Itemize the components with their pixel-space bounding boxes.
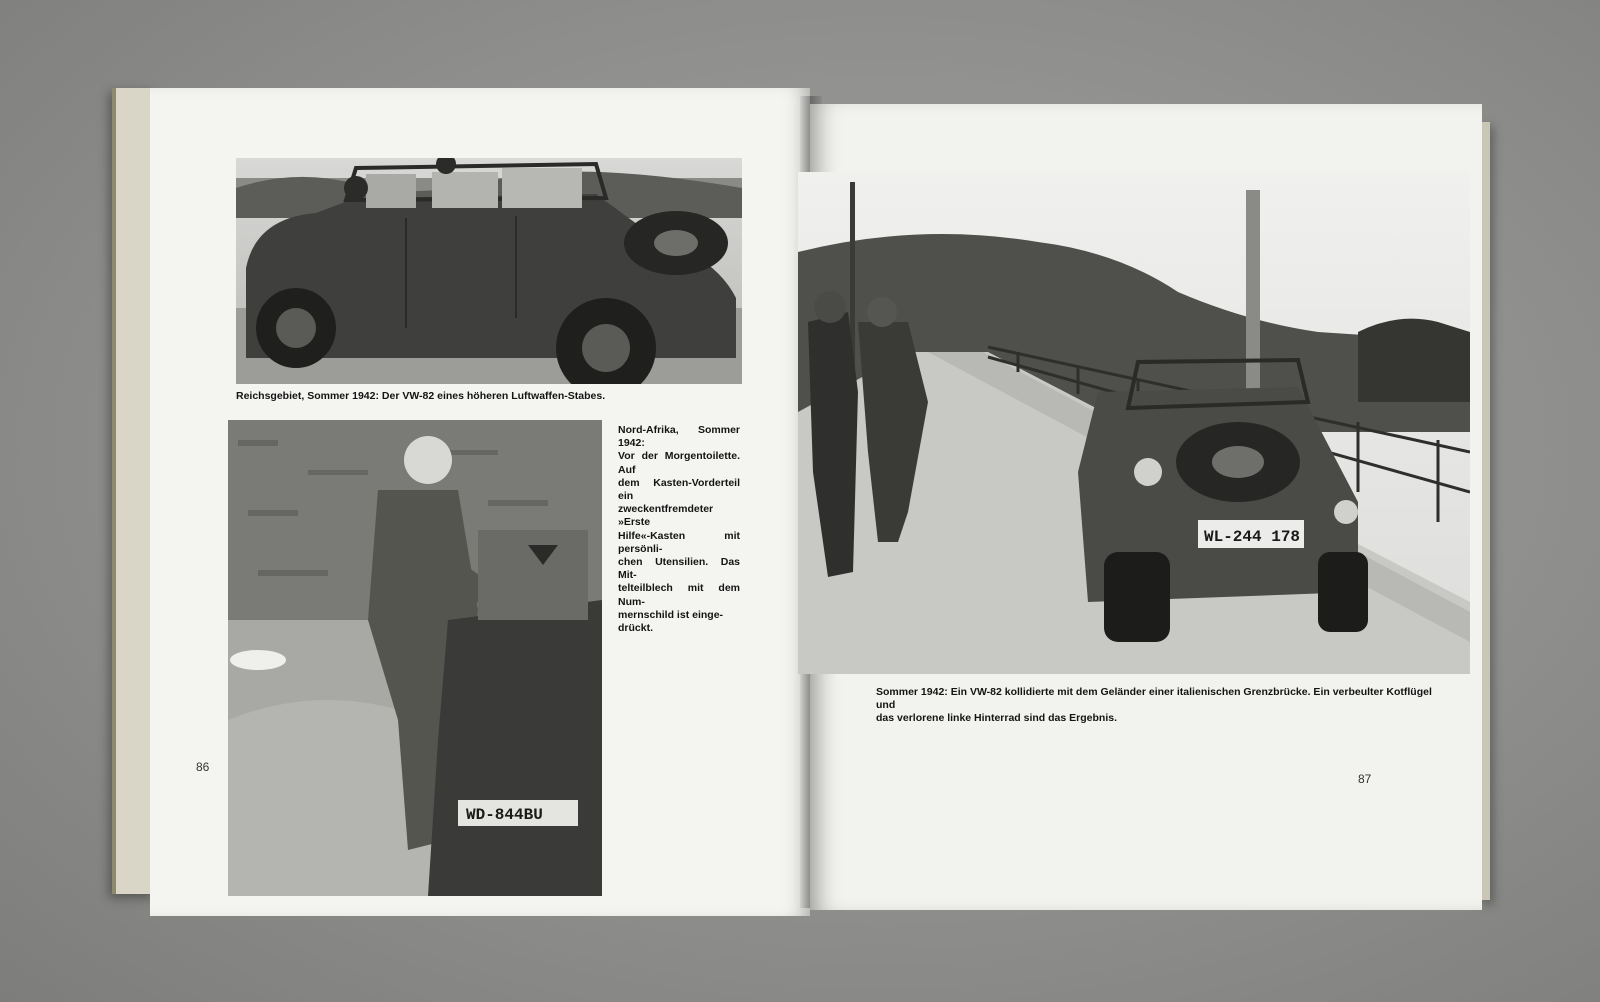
photo-vw82-side-view (236, 158, 742, 384)
right-photo-plate: WL-244 178 (1204, 528, 1301, 546)
right-caption-line-1: Sommer 1942: Ein VW-82 kollidierte mit dem Geländer einer italienischen Grenzbrücke. Ein verbeulter Kotflügel und (876, 686, 1432, 711)
side-caption-line-8: mernschild ist einge- (618, 608, 724, 621)
right-photo-caption (876, 686, 1436, 725)
side-caption-line-1: Nord-Afrika, Sommer 1942: (618, 424, 740, 450)
side-caption-line-3: dem Kasten-Vorderteil ein (618, 476, 740, 503)
photo-bridge-collision (798, 172, 1470, 674)
side-caption (618, 424, 740, 635)
side-caption-line-2: Vor der Morgentoilette. Auf (618, 450, 740, 476)
top-photo-caption: Reichsgebiet, Sommer 1942: Der VW-82 eines höheren Luftwaffen-Stabes. (236, 390, 606, 402)
right-caption-line-2: das verlorene linke Hinterrad sind das Ergebnis. (876, 712, 1117, 724)
bottom-photo-plate: WD-844BU (466, 806, 543, 824)
right-page (810, 104, 1482, 910)
side-caption-line-9: drückt. (618, 622, 654, 635)
side-caption-line-7: telteilblech mit dem Num- (618, 582, 740, 608)
side-caption-line-6: chen Utensilien. Das Mit- (618, 556, 740, 582)
page-number-right: 87 (1358, 772, 1372, 786)
page-number-left: 86 (196, 760, 210, 774)
side-caption-line-5: Hilfe«-Kasten mit persönli- (618, 529, 740, 555)
left-page (150, 88, 810, 916)
photo-soldier-morning-toilet (228, 420, 602, 896)
side-caption-line-4: zweckentfremdeter »Erste (618, 503, 714, 529)
